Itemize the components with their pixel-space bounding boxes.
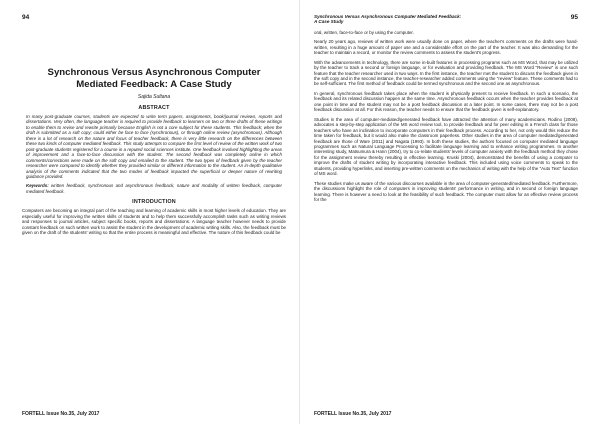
running-head-line-1: Synchronous Versus Asynchronous Computer Mediated Feedback: (314, 14, 462, 19)
author-name: Sajida Sultana (137, 94, 171, 100)
keywords-label: Keywords: (26, 183, 49, 189)
body-paragraph: With the advancements in technology, there are some in-built features in processing programs such as MS Word, that may be utilized by the teacher to track a second or foreign language, or for evaluation and providing feedback. The MS Word "Review" is one such feature that the teacher researcher used in two ways. In the first instance, the teacher met the student to discuss the feedback given in the soft copy and in the second instance, the teacher-researcher added comments using the "review" feature. These comments had to be self-sufficient. The first method of feedback could be termed synchronous and the second one as asynchronous. (314, 59, 578, 87)
abstract-heading: ABSTRACT (138, 105, 170, 111)
footer-right: FORTELL Issue No.35, July 2017 (314, 411, 392, 417)
body-paragraph: Nearly 20 years ago, reviews of written work were usually done on paper, where the teacher's comments on the drafts were hand-written, resulting in a huge amount of paper use and a considerable effort on the part of the teacher. It was also demanding for the teacher to maintain a record, or monitor the review comments to assess the student's progress. (314, 39, 578, 56)
page-number-right: 95 (570, 14, 578, 21)
body-paragraph: In general, synchronous feedback takes place when the student is physically present to receive feedback. In such a scenario, the feedback and its related discussion happen at the same time. Asynchronous feedback occurs when the teacher provides feedback at one point in time and the student may not be a post feedback discussion at a later point. In some cases, there may not be a post feedback discussion at all. For this reason, the teacher needs to ensure that the feedback given is self-explanatory. (314, 90, 578, 113)
article-title: Synchronous Versus Asynchronous Computer Mediated Feedback: A Case Study (47, 67, 261, 90)
running-head-title (314, 14, 461, 25)
introduction-heading: INTRODUCTION (132, 199, 176, 206)
keywords-text: written feedback, synchronous and asynchronous feedback, nature and modality of written feedback, computer mediated feedback. (26, 183, 282, 194)
body-paragraph: These studies make us aware of the various discourses available in the area of computer-generated/mediated feedback. Furthermore, the discussions highlight the role of computers in improving students' performance in writing, and in second or foreign language learning. There is however a need to look at the feasibility of such feedback. The computer must allow for an effective review process for the (314, 180, 578, 203)
introduction-text: Computers are becoming an integral part of the teaching and learning of academic skills in most higher levels of education. They are especially useful for improving the written skills of students and to help them successfully accomplish tasks such as writing reviews and responses to journal articles, subject specific books, reports and dissertations. A language teacher however needs to provide constant feedback on such written work to assist the student in the development of academic writing skills. Also, the feedback must be given on the draft of the students' writing so that the entire process is meaningful and effective. The nature of this feedback could be (22, 208, 286, 236)
page-number-left: 94 (22, 14, 30, 21)
body-paragraph: oral, written, face-to-face or by using the computer. (314, 29, 414, 35)
footer-left: FORTELL Issue No.35, July 2017 (22, 411, 100, 417)
running-head-line-2: A Case Study (314, 19, 344, 25)
body-paragraph: Studies in the area of computer-mediated/generated feedback have attracted the attention of many academicians. Rodino (2008), advocates a step-by-step application of the MS word review tool, to provide feedback and for peer editing in a French class for those teachers who have an inclination to incorporate computers in their feedback process. According to her, not only would this reduce the time taken for feedback, but it would also make the classroom paperless. Other studies in the area of computer mediated/generated feedback are those of Ware (2011) and Nagata (1993). In both these studies, the authors focused on computer mediated language programmes such as Natural Language Processing to facilitate language learning and to enhance writing programmes. In another interesting study, Matsumura & Hann (2004), try to co-relate students' levels of computer anxiety with the feedback method they chose for the assignment review thereby resulting in effective learning. Kruski (2004), demonstrated the benefits of using a computer to improve the drafts of student writing by incorporating interactive feedback. This included using voice comments to speak to the students, providing hyperlinks, and inserting pre-written comments on the mechanics of writing with the help of the "Auto Text" function of MS word. (314, 116, 578, 177)
keywords (26, 183, 282, 194)
abstract-text: In many post-graduate courses, students are expected to write term papers, assignments, book/journal reviews, reports and dissertations. Very often, the language teacher is required to provide feedback to learners on two or three drafts of these writings to enable them to revise and rewrite primarily because English is not a core subject for these students. This feedback; when the draft is submitted as a soft copy; could either be face to face (synchronous), or through online review (asynchronous). Although there is a lot of research on the nature and focus of teacher feedback, there is very little research on the differences between these two kinds of computer mediated feedback. This study attempts to compare the first level of review of the written work of two post-graduate students registered for a course in a reputed social sciences institute. One feedback involved highlighting the areas of improvement and a face-to-face discussion with the student. The second feedback was completely online in which comments/corrections were made on the soft copy and emailed to the student. The two types of feedback given by the teacher researcher were compared to identify whether they provided similar or different information to the student. An in-depth qualitative analysis of the comments indicated that the two modes of feedback impacted the superficial or deeper nature of rewriting guidance provided. (26, 114, 282, 179)
right-page (300, 0, 600, 424)
running-header (314, 14, 578, 25)
